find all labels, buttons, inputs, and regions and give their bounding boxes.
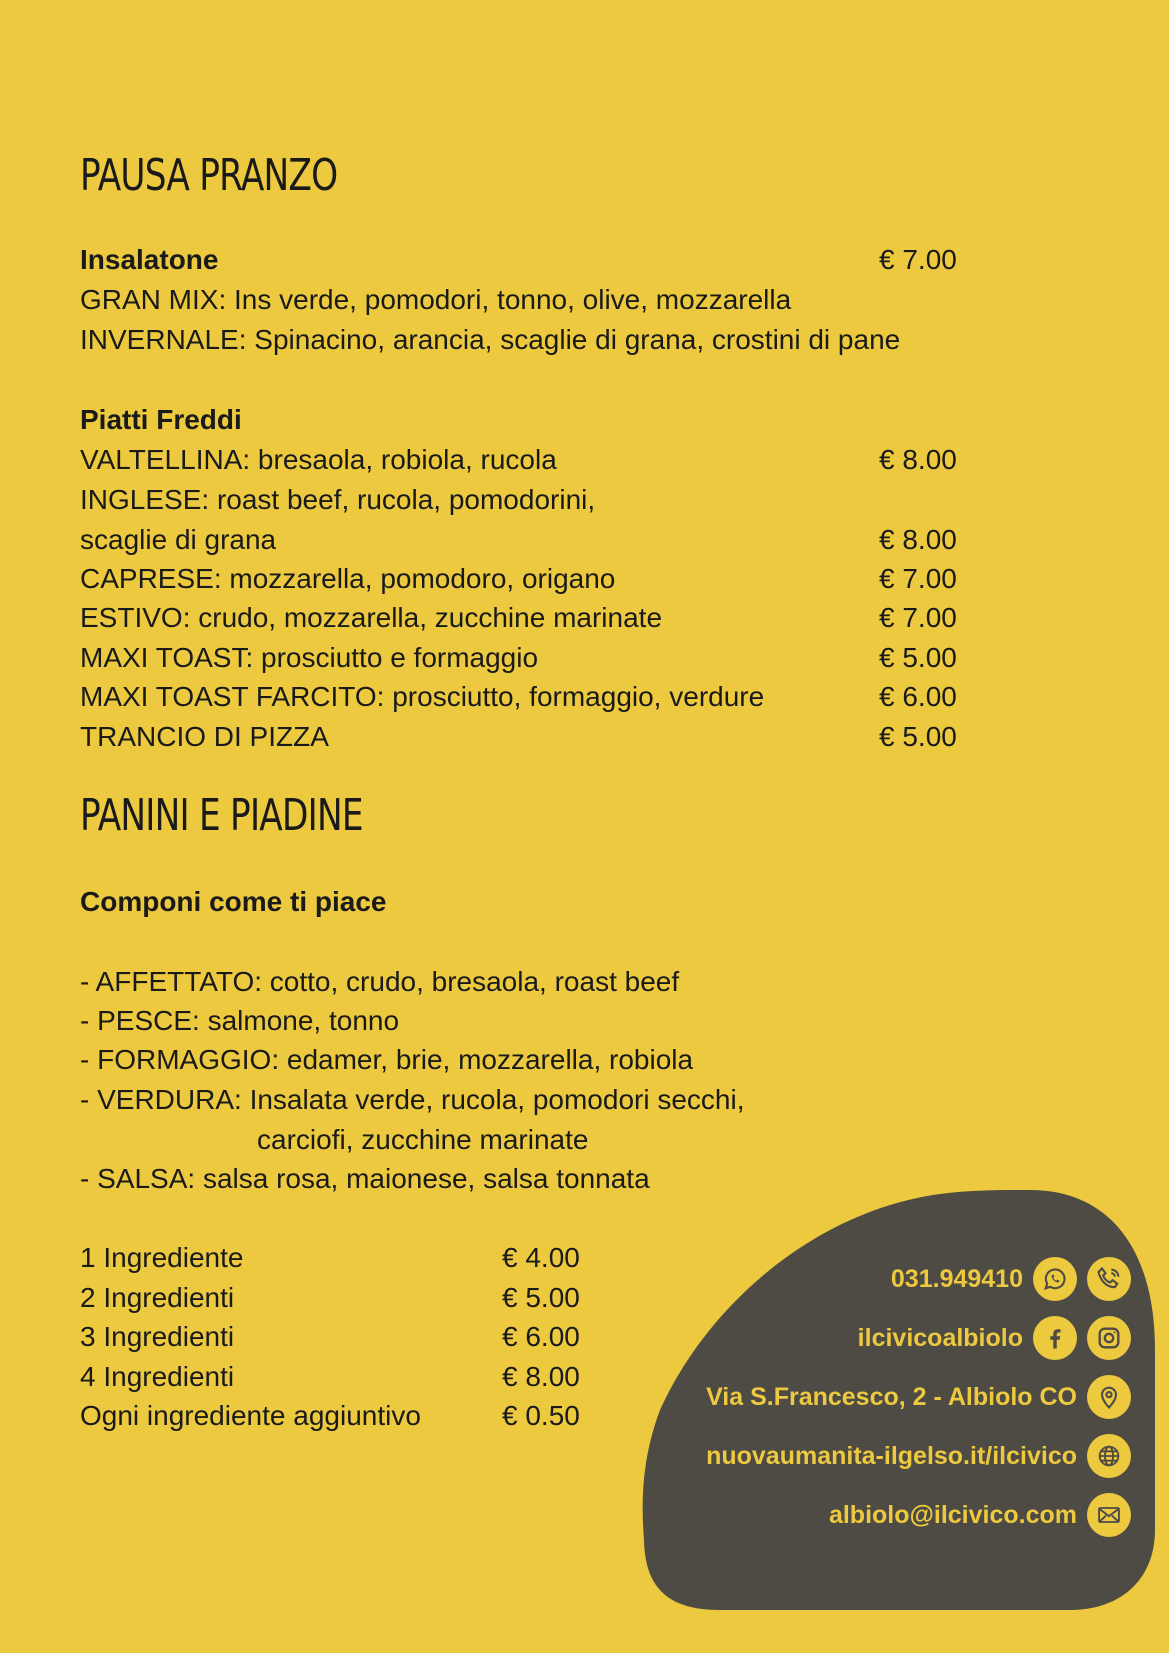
panini-option: - FORMAGGIO: edamer, brie, mozzarella, robiola xyxy=(80,1044,694,1075)
ingredient-count-label: 1 Ingrediente xyxy=(80,1242,244,1273)
menu-item-price: € 8.00 xyxy=(879,444,957,475)
contact-website-row xyxy=(706,1434,1131,1478)
ingredient-count-label: 4 Ingredienti xyxy=(80,1361,235,1392)
panini-option: - PESCE: salmone, tonno xyxy=(80,1005,400,1036)
address-text[interactable]: Via S.Francesco, 2 - Albiolo CO xyxy=(706,1382,1077,1411)
panini-subheading: Componi come ti piace xyxy=(80,886,387,917)
ingredient-count-label: Ogni ingrediente aggiuntivo xyxy=(80,1400,421,1431)
menu-item: INGLESE: roast beef, rucola, pomodorini, xyxy=(80,484,596,515)
facebook-icon[interactable] xyxy=(1033,1316,1077,1360)
menu-item: MAXI TOAST FARCITO: prosciutto, formaggio, verdure xyxy=(80,681,765,712)
ingredient-count-price: € 0.50 xyxy=(502,1400,580,1431)
whatsapp-icon[interactable] xyxy=(1033,1257,1077,1301)
phone-number[interactable]: 031.949410 xyxy=(890,1264,1023,1293)
contact-social-row xyxy=(858,1316,1131,1360)
panini-option: - SALSA: salsa rosa, maionese, salsa tonnata xyxy=(80,1163,650,1194)
contact-email-row xyxy=(829,1493,1131,1537)
panini-option: - VERDURA: Insalata verde, rucola, pomodori secchi, xyxy=(80,1084,745,1115)
menu-item-price: € 7.00 xyxy=(879,602,957,633)
menu-item: CAPRESE: mozzarella, pomodoro, origano xyxy=(80,563,616,594)
ingredient-count-price: € 6.00 xyxy=(502,1321,580,1352)
website-link[interactable]: nuovaumanita-ilgelso.it/ilcivico xyxy=(706,1441,1077,1470)
insalatone-price: € 7.00 xyxy=(879,244,957,275)
mail-icon[interactable] xyxy=(1087,1493,1131,1537)
globe-icon[interactable] xyxy=(1087,1434,1131,1478)
menu-item: ESTIVO: crudo, mozzarella, zucchine marinate xyxy=(80,602,663,633)
menu-item-price: € 5.00 xyxy=(879,721,957,752)
insalatone-line: INVERNALE: Spinacino, arancia, scaglie di grana, crostini di pane xyxy=(80,324,901,355)
insalatone-heading: Insalatone xyxy=(80,244,219,275)
section-title-pausa-pranzo: PAUSA PRANZO xyxy=(80,150,338,201)
phone-icon[interactable] xyxy=(1087,1257,1131,1301)
piatti-freddi-heading: Piatti Freddi xyxy=(80,404,242,435)
menu-item-price: € 6.00 xyxy=(879,681,957,712)
insalatone-line: GRAN MIX: Ins verde, pomodori, tonno, olive, mozzarella xyxy=(80,284,792,315)
ingredient-count-label: 3 Ingredienti xyxy=(80,1321,235,1352)
menu-item: scaglie di grana xyxy=(80,524,277,555)
social-handle[interactable]: ilcivicoalbiolo xyxy=(857,1323,1023,1352)
location-icon[interactable] xyxy=(1087,1375,1131,1419)
section-title-panini: PANINI E PIADINE xyxy=(80,790,363,841)
menu-item-price: € 5.00 xyxy=(879,642,957,673)
instagram-icon[interactable] xyxy=(1087,1316,1131,1360)
ingredient-count-price: € 4.00 xyxy=(502,1242,580,1273)
ingredient-count-price: € 5.00 xyxy=(502,1282,580,1313)
panini-option: carciofi, zucchine marinate xyxy=(257,1124,589,1155)
contact-address-row xyxy=(706,1375,1131,1419)
email-link[interactable]: albiolo@ilcivico.com xyxy=(828,1500,1077,1529)
menu-item-price: € 7.00 xyxy=(879,563,957,594)
contact-phone-row xyxy=(891,1257,1131,1301)
menu-item-price: € 8.00 xyxy=(879,524,957,555)
menu-item: TRANCIO DI PIZZA xyxy=(80,721,329,752)
ingredient-count-price: € 8.00 xyxy=(502,1361,580,1392)
menu-item: MAXI TOAST: prosciutto e formaggio xyxy=(80,642,539,673)
panini-option: - AFFETTATO: cotto, crudo, bresaola, roast beef xyxy=(80,966,680,997)
ingredient-count-label: 2 Ingredienti xyxy=(80,1282,235,1313)
menu-item: VALTELLINA: bresaola, robiola, rucola xyxy=(80,444,557,475)
